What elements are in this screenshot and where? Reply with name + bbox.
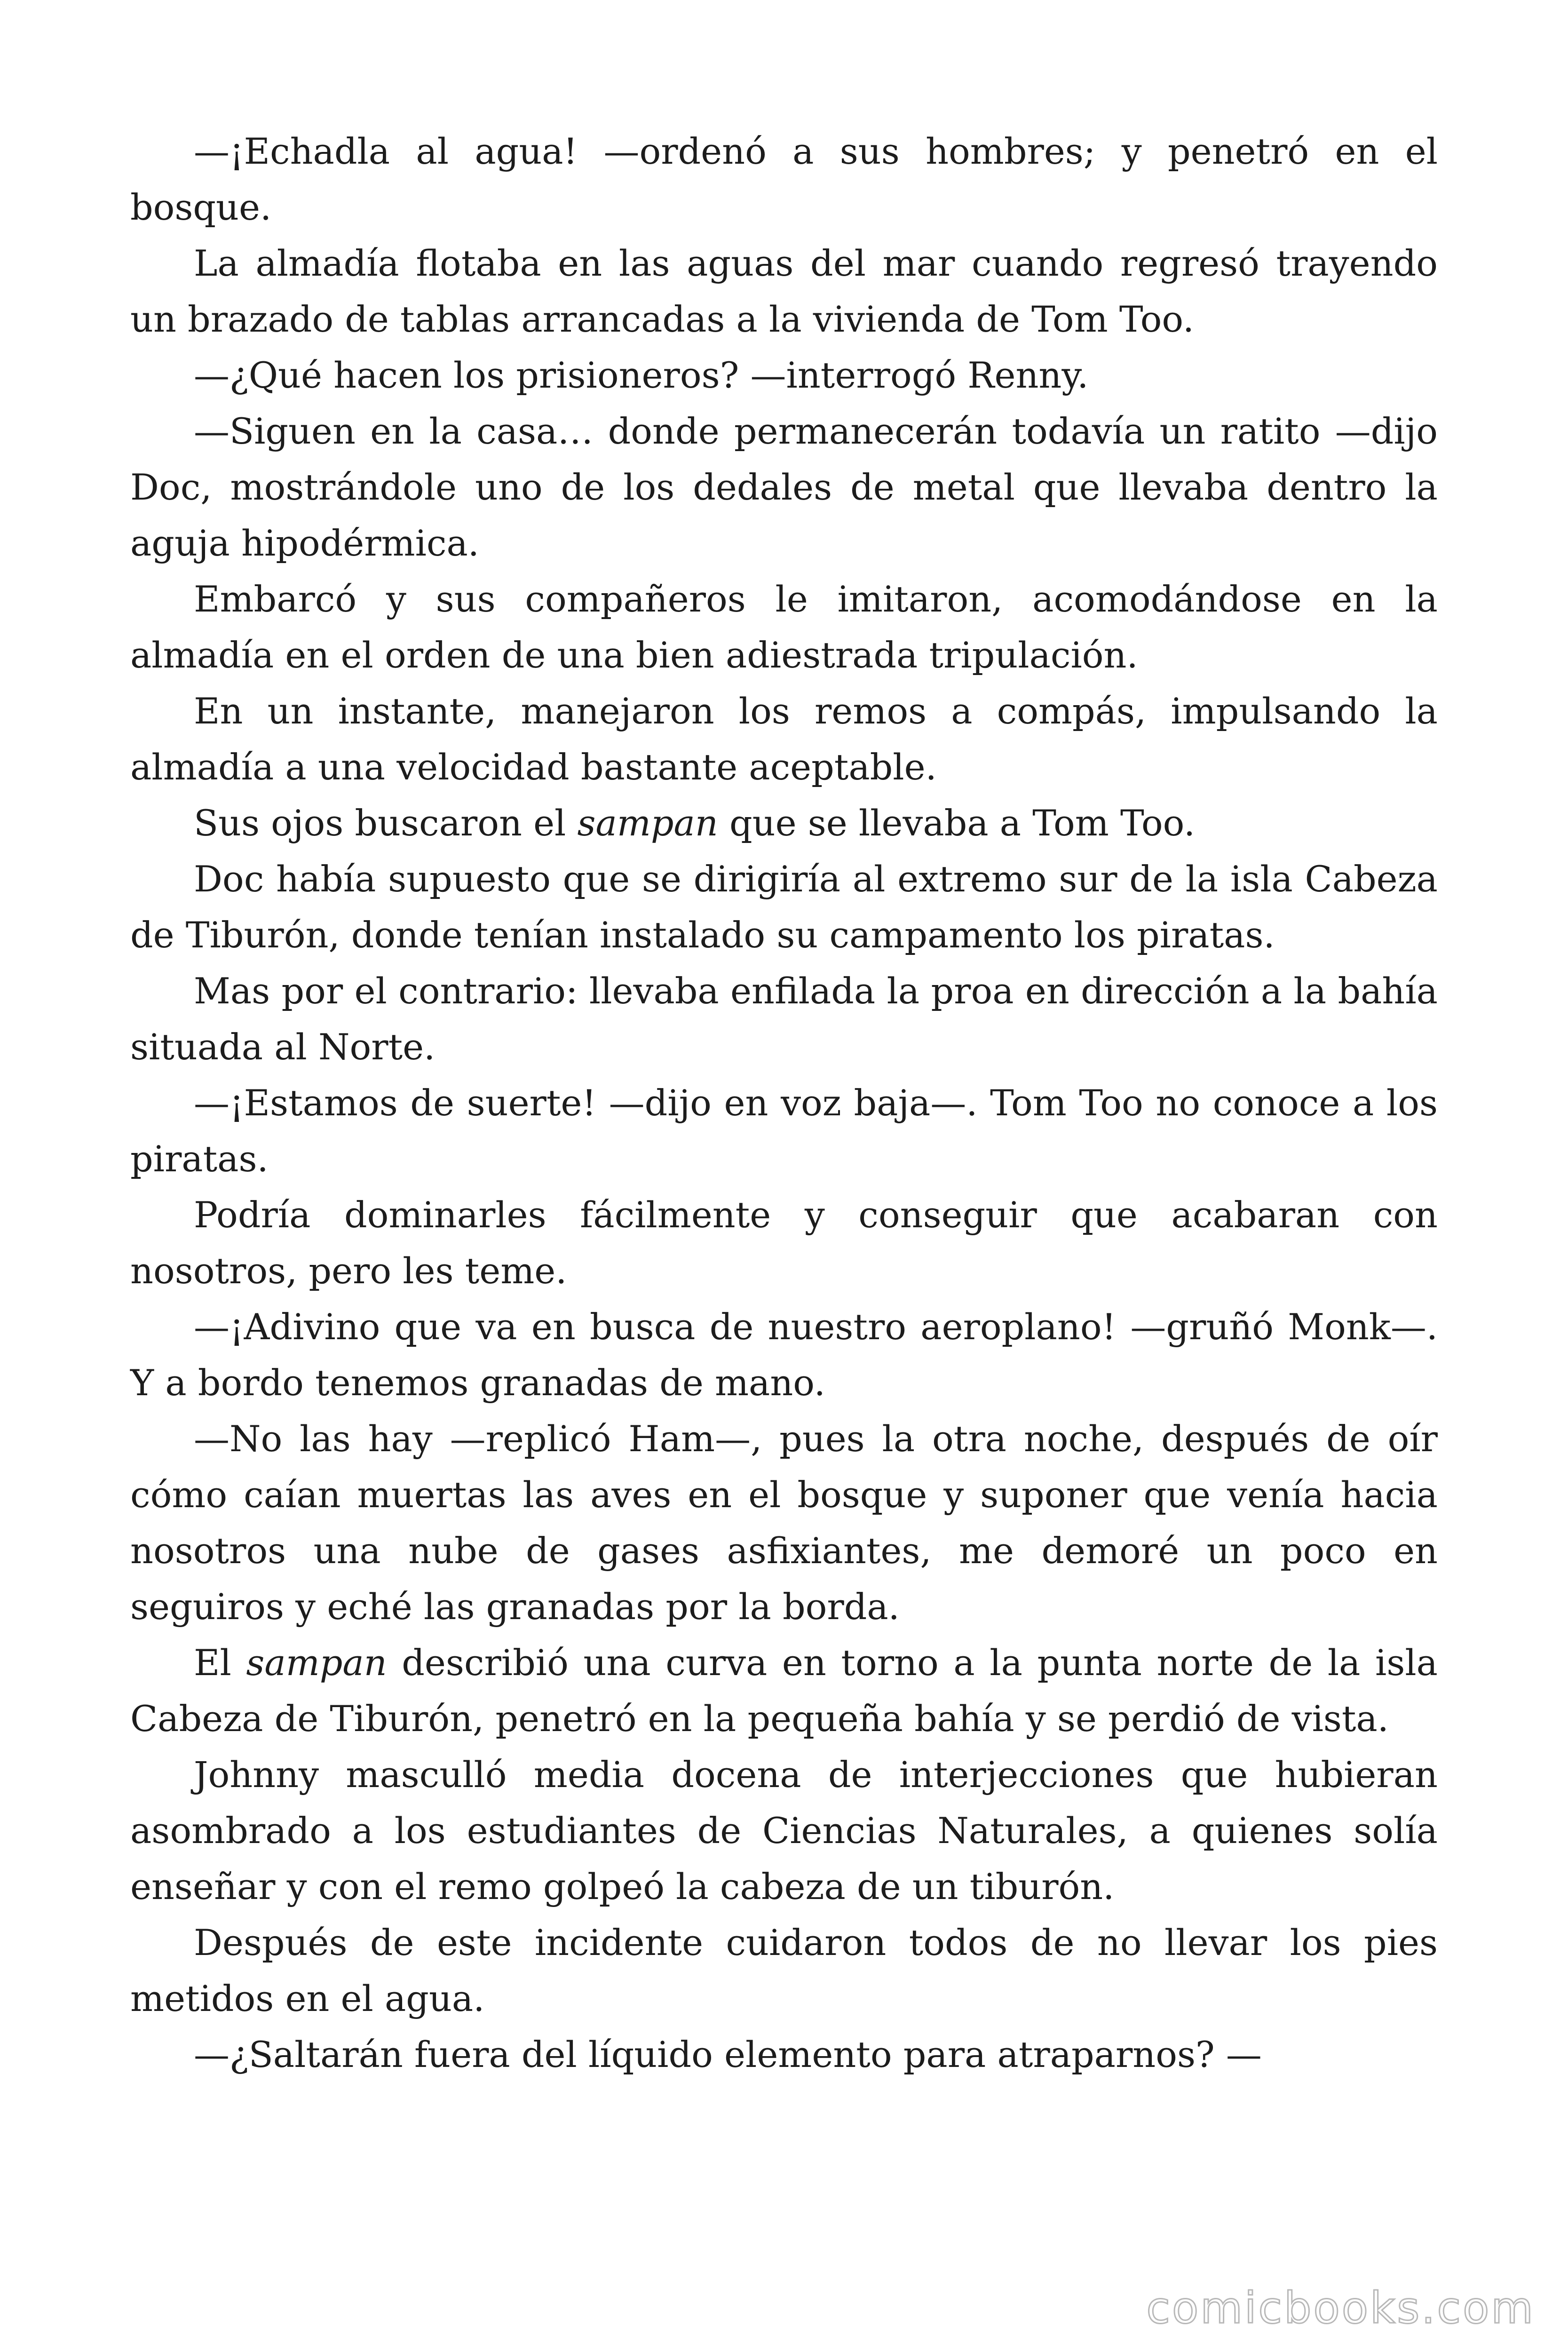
paragraph [130,1075,1438,1187]
paragraph-text: En un instante, manejaron los remos a compás, impulsando la almadía a una velocidad bastante aceptable. [130,690,1438,788]
paragraph [130,963,1438,1075]
paragraph-text: Doc había supuesto que se dirigiría al extremo sur de la isla Cabeza de Tiburón, donde tenían instalado su campamento los piratas. [130,858,1438,956]
paragraph [130,571,1438,683]
paragraph-text: —¡Echadla al agua! —ordenó a sus hombres; y penetró en el bosque. [130,130,1438,228]
paragraph-text: —¿Saltarán fuera del líquido elemento para atraparnos? — [194,2034,1262,2075]
italic-text: sampan [577,802,718,844]
paragraph-text: —No las hay —replicó Ham—, pues la otra noche, después de oír cómo caían muertas las aves en el bosque y suponer que venía hacia nosotros una nube de gases asfixiantes, me demoré un poco en seguiros y eché las granadas por la borda. [130,1418,1438,1628]
body-text [130,123,1438,2082]
paragraph-text: —¡Adivino que va en busca de nuestro aeroplano! —gruñó Monk—. Y a bordo tenemos granadas de mano. [130,1306,1438,1404]
paragraph-text: Después de este incidente cuidaron todos de no llevar los pies metidos en el agua. [130,1922,1438,2019]
paragraph-text: Podría dominarles fácilmente y conseguir que acabaran con nosotros, pero les teme. [130,1194,1438,1292]
paragraph [130,347,1438,403]
paragraph-text: Embarcó y sus compañeros le imitaron, acomodándose en la almadía en el orden de una bien adiestrada tripulación. [130,578,1438,676]
paragraph [130,1299,1438,1411]
italic-text: sampan [246,1642,387,1684]
paragraph-text: La almadía flotaba en las aguas del mar cuando regresó trayendo un brazado de tablas arrancadas a la vivienda de Tom Too. [130,242,1438,340]
paragraph [130,403,1438,571]
paragraph [130,1187,1438,1299]
paragraph-text: —¿Qué hacen los prisioneros? —interrogó Renny. [194,354,1089,396]
site-watermark: comicbooks.com [1146,2283,1535,2333]
paragraph-text: Sus ojos buscaron el [194,802,578,844]
paragraph [130,2026,1438,2082]
paragraph [130,1747,1438,1915]
paragraph [130,795,1438,851]
paragraph [130,123,1438,235]
paragraph-text: El [194,1642,246,1684]
paragraph [130,851,1438,963]
paragraph-text: —¡Estamos de suerte! —dijo en voz baja—. Tom Too no conoce a los piratas. [130,1082,1438,1180]
paragraph-text: Johnny masculló media docena de interjecciones que hubieran asombrado a los estudiantes de Ciencias Naturales, a quienes solía enseñar y con el remo golpeó la cabeza de un tiburón. [130,1754,1438,1907]
paragraph [130,683,1438,795]
paragraph-text: que se llevaba a Tom Too. [718,802,1196,844]
paragraph [130,1915,1438,2026]
paragraph-text: —Siguen en la casa… donde permanecerán todavía un ratito —dijo Doc, mostrándole uno de los dedales de metal que llevaba dentro la aguja hipodérmica. [130,410,1438,564]
paragraph-text: describió una curva en torno a la punta norte de la isla Cabeza de Tiburón, penetró en la pequeña bahía y se perdió de vista. [130,1642,1438,1740]
paragraph [130,1635,1438,1747]
paragraph [130,235,1438,347]
paragraph-text: Mas por el contrario: llevaba enfilada la proa en dirección a la bahía situada al Norte. [130,970,1438,1068]
paragraph [130,1411,1438,1635]
